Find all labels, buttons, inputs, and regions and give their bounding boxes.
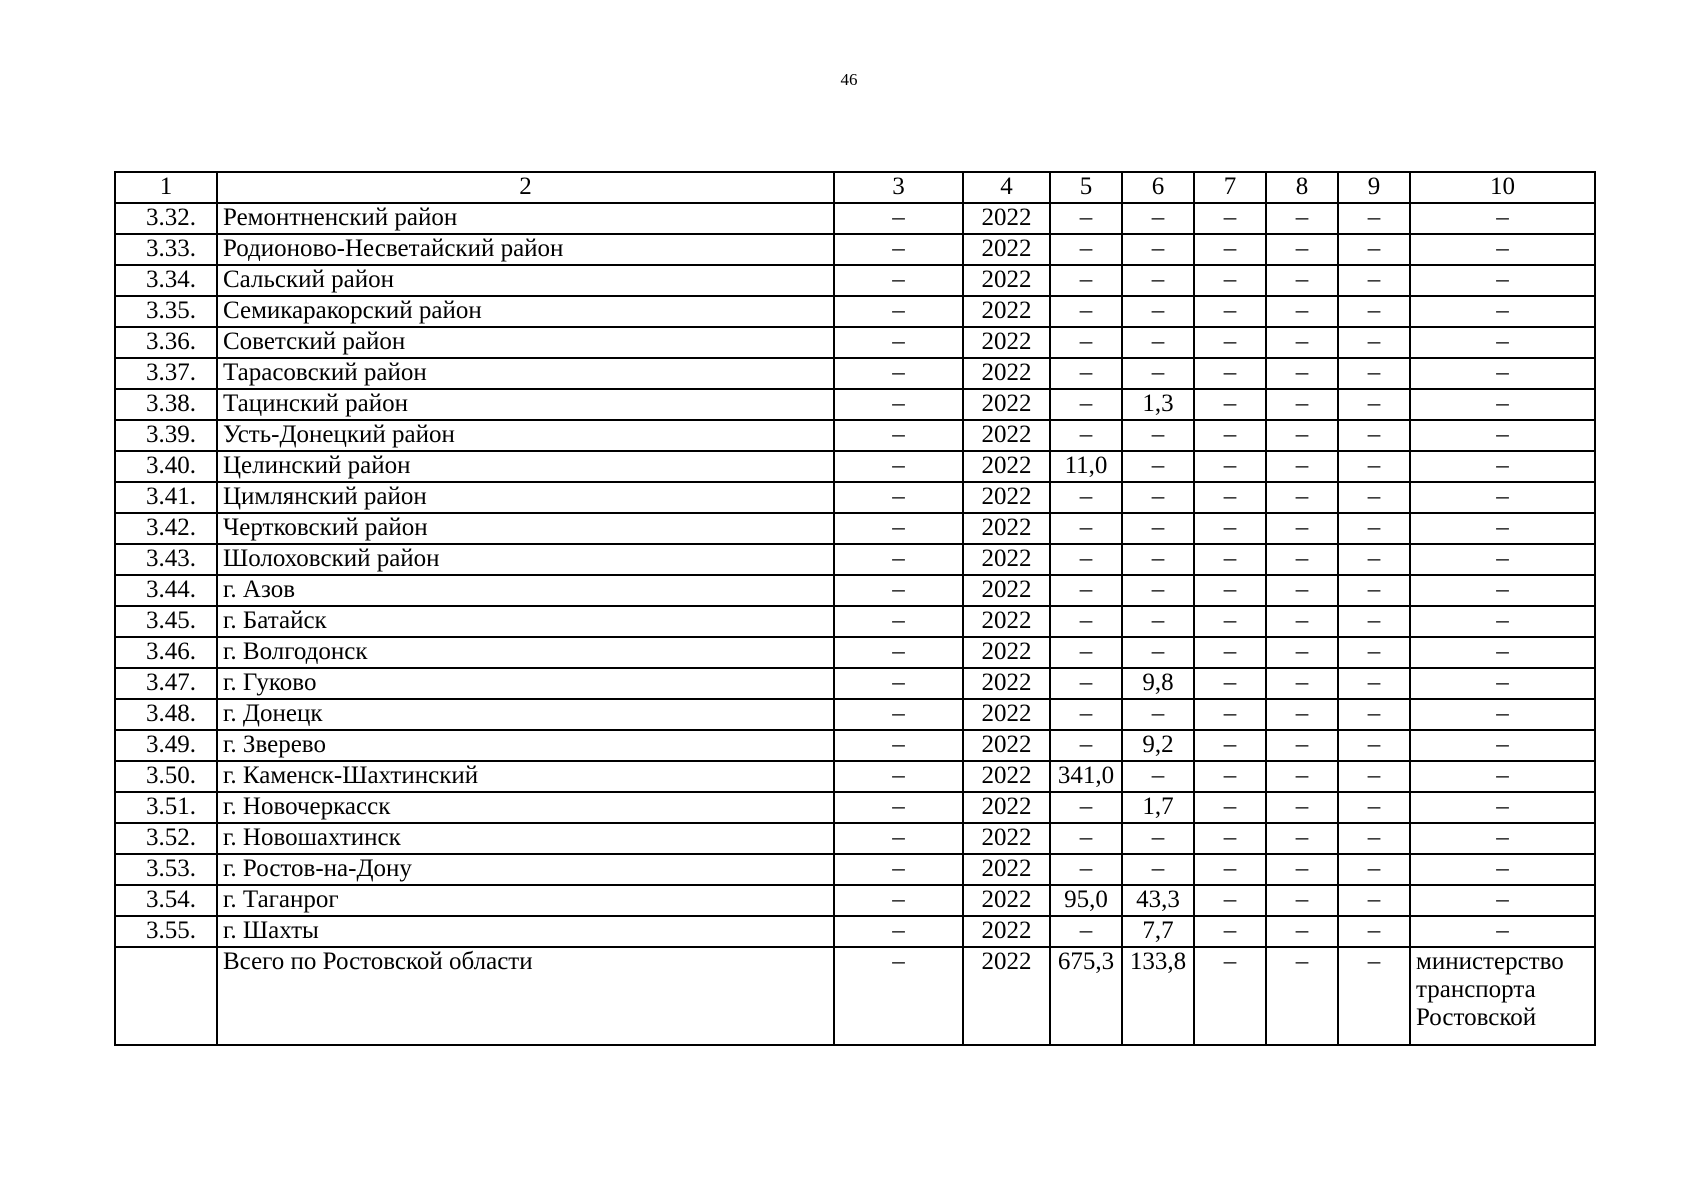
table-cell: – — [1410, 203, 1595, 234]
table-cell: г. Новошахтинск — [217, 823, 834, 854]
table-cell: – — [1194, 358, 1266, 389]
table-cell: – — [1266, 792, 1338, 823]
table-cell: 2022 — [963, 358, 1050, 389]
table-row — [115, 327, 1595, 358]
table-cell: – — [834, 265, 963, 296]
table-cell: 2022 — [963, 699, 1050, 730]
table-cell: – — [1194, 792, 1266, 823]
table-cell: – — [834, 854, 963, 885]
table-cell: – — [1050, 513, 1122, 544]
table-cell: – — [1338, 389, 1410, 420]
table-cell: – — [834, 296, 963, 327]
table-cell: – — [1050, 792, 1122, 823]
table-cell: – — [834, 699, 963, 730]
table-cell: – — [1122, 358, 1194, 389]
header-cell-6: 6 — [1122, 172, 1194, 203]
table-cell: – — [834, 792, 963, 823]
table-cell: 2022 — [963, 730, 1050, 761]
table-cell: 3.48. — [115, 699, 217, 730]
table-cell: – — [1194, 699, 1266, 730]
table-cell: – — [1410, 854, 1595, 885]
table-cell: 3.46. — [115, 637, 217, 668]
table-cell: – — [1338, 327, 1410, 358]
table-row — [115, 575, 1595, 606]
header-cell-8: 8 — [1266, 172, 1338, 203]
table-cell: – — [1266, 482, 1338, 513]
table-cell: – — [1122, 327, 1194, 358]
table-cell: – — [1194, 916, 1266, 947]
table-cell: – — [1338, 823, 1410, 854]
header-cell-5: 5 — [1050, 172, 1122, 203]
table-cell: – — [1194, 203, 1266, 234]
table-cell: – — [1338, 854, 1410, 885]
table-cell: – — [1050, 420, 1122, 451]
table-cell: Чертковский район — [217, 513, 834, 544]
table-cell: – — [1338, 575, 1410, 606]
table-cell: – — [1266, 513, 1338, 544]
table-cell: – — [1338, 203, 1410, 234]
table-cell: – — [1050, 916, 1122, 947]
table-cell: – — [1122, 575, 1194, 606]
table-cell: 2022 — [963, 668, 1050, 699]
table-cell: – — [1338, 358, 1410, 389]
table-cell: – — [1338, 513, 1410, 544]
table-cell: – — [1410, 792, 1595, 823]
table-cell: – — [1266, 699, 1338, 730]
header-cell-7: 7 — [1194, 172, 1266, 203]
table-cell: – — [834, 482, 963, 513]
table-cell: 2022 — [963, 916, 1050, 947]
table-cell: – — [1050, 606, 1122, 637]
table-row — [115, 699, 1595, 730]
total-cell: 133,8 — [1122, 947, 1194, 1045]
table-cell: – — [1338, 265, 1410, 296]
table-cell: 3.47. — [115, 668, 217, 699]
table-cell: г. Шахты — [217, 916, 834, 947]
table-cell: Советский район — [217, 327, 834, 358]
table-cell: – — [1266, 854, 1338, 885]
table-cell: 3.49. — [115, 730, 217, 761]
table-cell: – — [1122, 854, 1194, 885]
table-cell: 2022 — [963, 203, 1050, 234]
table-cell: 2022 — [963, 823, 1050, 854]
table-cell: – — [1050, 544, 1122, 575]
table-cell: Цимлянский район — [217, 482, 834, 513]
table-cell: – — [1410, 358, 1595, 389]
table-cell: 3.50. — [115, 761, 217, 792]
table-cell: – — [1194, 389, 1266, 420]
table-cell: – — [1050, 234, 1122, 265]
table-row — [115, 482, 1595, 513]
table-cell: – — [834, 513, 963, 544]
table-cell: 3.32. — [115, 203, 217, 234]
table-cell: – — [834, 420, 963, 451]
table-cell: Целинский район — [217, 451, 834, 482]
table-cell: – — [1410, 234, 1595, 265]
table-cell: – — [1410, 451, 1595, 482]
table-row — [115, 203, 1595, 234]
table-cell: – — [1194, 234, 1266, 265]
table-cell: – — [1338, 730, 1410, 761]
table-row — [115, 637, 1595, 668]
table-cell: – — [1338, 699, 1410, 730]
table-cell: Усть-Донецкий район — [217, 420, 834, 451]
page-number: 46 — [840, 70, 858, 89]
table-cell: 3.43. — [115, 544, 217, 575]
table-cell: 2022 — [963, 265, 1050, 296]
table-cell: – — [1410, 668, 1595, 699]
table-cell: – — [1266, 575, 1338, 606]
table-cell: – — [1194, 513, 1266, 544]
table-row — [115, 451, 1595, 482]
table-cell: – — [1410, 761, 1595, 792]
table-cell: – — [834, 358, 963, 389]
table-cell: – — [1050, 637, 1122, 668]
table-cell: г. Новочеркасск — [217, 792, 834, 823]
table-cell: г. Таганрог — [217, 885, 834, 916]
table-cell: – — [1194, 730, 1266, 761]
table-cell: 43,3 — [1122, 885, 1194, 916]
table-cell: – — [834, 885, 963, 916]
table-cell: – — [1122, 482, 1194, 513]
total-cell: Всего по Ростовской области — [217, 947, 834, 1045]
table-cell: – — [1410, 327, 1595, 358]
table-cell: – — [1122, 699, 1194, 730]
table-cell: – — [1410, 885, 1595, 916]
table-cell: – — [1122, 544, 1194, 575]
table-cell: – — [1266, 234, 1338, 265]
table-cell: – — [834, 761, 963, 792]
table-cell: – — [1410, 420, 1595, 451]
table-cell: – — [1050, 358, 1122, 389]
table-cell: – — [1266, 296, 1338, 327]
table-cell: – — [1338, 234, 1410, 265]
table-cell: 3.45. — [115, 606, 217, 637]
table-cell: 2022 — [963, 389, 1050, 420]
table-row — [115, 668, 1595, 699]
table-row — [115, 296, 1595, 327]
table-cell: 3.55. — [115, 916, 217, 947]
header-cell-2: 2 — [217, 172, 834, 203]
table-cell: 95,0 — [1050, 885, 1122, 916]
table-cell: – — [1050, 730, 1122, 761]
table-cell: Тацинский район — [217, 389, 834, 420]
table-cell: – — [1338, 916, 1410, 947]
table-cell: 3.33. — [115, 234, 217, 265]
table-cell: – — [1050, 854, 1122, 885]
table-cell: – — [1194, 451, 1266, 482]
table-cell: – — [1410, 389, 1595, 420]
table-cell: 2022 — [963, 513, 1050, 544]
total-cell: – — [1338, 947, 1410, 1045]
table-cell: – — [1338, 885, 1410, 916]
table-cell: 2022 — [963, 327, 1050, 358]
header-row — [115, 172, 1595, 203]
table-cell: 3.54. — [115, 885, 217, 916]
table-cell: – — [1122, 203, 1194, 234]
table-row — [115, 854, 1595, 885]
table-cell: – — [1410, 916, 1595, 947]
table-cell: – — [1122, 513, 1194, 544]
table-cell: г. Зверево — [217, 730, 834, 761]
table-cell: – — [1050, 668, 1122, 699]
table-cell: – — [1410, 544, 1595, 575]
table-cell: – — [1338, 451, 1410, 482]
table-cell: 3.34. — [115, 265, 217, 296]
table-cell: г. Ростов-на-Дону — [217, 854, 834, 885]
table-cell: 2022 — [963, 606, 1050, 637]
table-row — [115, 234, 1595, 265]
table-cell: 3.36. — [115, 327, 217, 358]
table-cell: – — [1266, 203, 1338, 234]
table-cell: – — [1122, 637, 1194, 668]
table-cell: – — [1410, 482, 1595, 513]
table-cell: – — [1050, 699, 1122, 730]
table-cell: – — [834, 575, 963, 606]
table-cell: 1,3 — [1122, 389, 1194, 420]
table-cell: Шолоховский район — [217, 544, 834, 575]
table-cell: – — [1410, 296, 1595, 327]
total-cell: – — [1194, 947, 1266, 1045]
table-cell: 3.42. — [115, 513, 217, 544]
table-cell: 2022 — [963, 792, 1050, 823]
table-cell: – — [1122, 420, 1194, 451]
table-cell: Тарасовский район — [217, 358, 834, 389]
table-row — [115, 265, 1595, 296]
table-cell: 2022 — [963, 854, 1050, 885]
table-cell: – — [1122, 234, 1194, 265]
table-cell: – — [834, 668, 963, 699]
table-cell: – — [1338, 606, 1410, 637]
table-cell: – — [834, 823, 963, 854]
total-cell: – — [1266, 947, 1338, 1045]
header-cell-3: 3 — [834, 172, 963, 203]
table-cell: г. Батайск — [217, 606, 834, 637]
table-cell: – — [1122, 296, 1194, 327]
table-cell: – — [1194, 327, 1266, 358]
table-cell: – — [1266, 389, 1338, 420]
table-cell: – — [1194, 885, 1266, 916]
header-cell-1: 1 — [115, 172, 217, 203]
table-cell: 3.41. — [115, 482, 217, 513]
table-cell: – — [1050, 482, 1122, 513]
table-cell: – — [1122, 823, 1194, 854]
table-cell: 2022 — [963, 482, 1050, 513]
table-cell: г. Каменск-Шахтинский — [217, 761, 834, 792]
table-cell: – — [1338, 668, 1410, 699]
table-row — [115, 358, 1595, 389]
table-cell: Ремонтненский район — [217, 203, 834, 234]
table-row — [115, 761, 1595, 792]
table-cell: – — [1050, 296, 1122, 327]
header-cell-10: 10 — [1410, 172, 1595, 203]
table-cell: – — [1266, 544, 1338, 575]
table-cell: – — [1410, 730, 1595, 761]
table-cell: – — [1194, 823, 1266, 854]
total-cell: 2022 — [963, 947, 1050, 1045]
table-cell: 2022 — [963, 575, 1050, 606]
table-cell: – — [1266, 668, 1338, 699]
table-cell: 11,0 — [1050, 451, 1122, 482]
total-cell: – — [834, 947, 963, 1045]
table-cell: – — [1194, 575, 1266, 606]
table-cell: – — [1410, 823, 1595, 854]
table-cell: – — [834, 544, 963, 575]
table-cell: г. Донецк — [217, 699, 834, 730]
table-cell: – — [1122, 265, 1194, 296]
table-row — [115, 792, 1595, 823]
table-cell: 2022 — [963, 451, 1050, 482]
table-cell: – — [1410, 699, 1595, 730]
table-cell: – — [1266, 761, 1338, 792]
table-cell: 3.37. — [115, 358, 217, 389]
table-body — [115, 203, 1595, 1045]
table-cell: – — [1266, 327, 1338, 358]
table-cell: – — [1410, 513, 1595, 544]
table-cell: 2022 — [963, 296, 1050, 327]
table-cell: – — [1266, 451, 1338, 482]
table-cell: – — [1266, 637, 1338, 668]
table-cell: – — [1194, 482, 1266, 513]
table-cell: г. Гуково — [217, 668, 834, 699]
table-cell: – — [1410, 575, 1595, 606]
table-cell: – — [1266, 885, 1338, 916]
table-cell: – — [1338, 637, 1410, 668]
table-cell: 3.44. — [115, 575, 217, 606]
table-cell: 7,7 — [1122, 916, 1194, 947]
table-cell: 2022 — [963, 637, 1050, 668]
table-cell: – — [834, 234, 963, 265]
table-cell: – — [1194, 637, 1266, 668]
table-cell: – — [1266, 606, 1338, 637]
table-cell: Сальский район — [217, 265, 834, 296]
total-cell: министерство транспорта Ростовской — [1410, 947, 1595, 1045]
table-cell: 2022 — [963, 420, 1050, 451]
table-cell: – — [1194, 606, 1266, 637]
table-cell: – — [1338, 296, 1410, 327]
table-cell: 3.39. — [115, 420, 217, 451]
table-cell: – — [1194, 265, 1266, 296]
table-cell: – — [1194, 420, 1266, 451]
data-table — [114, 171, 1596, 1046]
table-cell: 9,8 — [1122, 668, 1194, 699]
table-cell: – — [1050, 327, 1122, 358]
table-cell: 2022 — [963, 234, 1050, 265]
table-cell: г. Азов — [217, 575, 834, 606]
table-cell: 3.35. — [115, 296, 217, 327]
table-cell: – — [1410, 637, 1595, 668]
table-cell: – — [1050, 389, 1122, 420]
table-cell: – — [1194, 296, 1266, 327]
table-row — [115, 916, 1595, 947]
table-cell: – — [1266, 823, 1338, 854]
table-cell: 3.40. — [115, 451, 217, 482]
table-cell: – — [1050, 265, 1122, 296]
table-cell: 3.52. — [115, 823, 217, 854]
table-cell: – — [1194, 668, 1266, 699]
table-cell: г. Волгодонск — [217, 637, 834, 668]
table-cell: – — [1266, 358, 1338, 389]
table-row — [115, 606, 1595, 637]
header-cell-4: 4 — [963, 172, 1050, 203]
table-cell: 3.51. — [115, 792, 217, 823]
table-cell: – — [1050, 575, 1122, 606]
table-cell: Родионово-Несветайский район — [217, 234, 834, 265]
table-cell: – — [834, 637, 963, 668]
table-cell: 3.38. — [115, 389, 217, 420]
table-row — [115, 544, 1595, 575]
table-cell: – — [1338, 482, 1410, 513]
table-cell: – — [1338, 420, 1410, 451]
table-cell: – — [1266, 265, 1338, 296]
header-cell-9: 9 — [1338, 172, 1410, 203]
table-cell: – — [1338, 544, 1410, 575]
table-row — [115, 823, 1595, 854]
table-cell: – — [834, 451, 963, 482]
total-cell: 675,3 — [1050, 947, 1122, 1045]
table-cell: – — [1122, 606, 1194, 637]
table-cell: 341,0 — [1050, 761, 1122, 792]
total-row — [115, 947, 1595, 1045]
table-cell: – — [1410, 606, 1595, 637]
table-cell: Семикаракорский район — [217, 296, 834, 327]
table-row — [115, 513, 1595, 544]
table-cell: – — [1050, 203, 1122, 234]
table-cell: 2022 — [963, 761, 1050, 792]
table-cell: 1,7 — [1122, 792, 1194, 823]
table-cell: – — [1194, 544, 1266, 575]
table-cell: – — [834, 916, 963, 947]
table-header — [115, 172, 1595, 203]
table-cell: – — [1194, 761, 1266, 792]
table-cell: – — [834, 730, 963, 761]
table-cell: – — [834, 389, 963, 420]
table-cell: – — [1122, 761, 1194, 792]
table-row — [115, 389, 1595, 420]
table-cell: – — [834, 327, 963, 358]
table-cell: – — [1266, 420, 1338, 451]
table-cell: – — [1410, 265, 1595, 296]
table-cell: 2022 — [963, 544, 1050, 575]
table-cell: – — [834, 606, 963, 637]
table-cell: – — [1266, 916, 1338, 947]
table-cell: – — [1338, 761, 1410, 792]
table-cell: – — [1050, 823, 1122, 854]
table-cell: – — [1194, 854, 1266, 885]
table-row — [115, 420, 1595, 451]
table-cell: 9,2 — [1122, 730, 1194, 761]
table-cell: – — [834, 203, 963, 234]
table-cell: – — [1338, 792, 1410, 823]
table-cell: – — [1122, 451, 1194, 482]
table-row — [115, 730, 1595, 761]
table-cell: 2022 — [963, 885, 1050, 916]
total-cell — [115, 947, 217, 1045]
table-cell: – — [1266, 730, 1338, 761]
table-row — [115, 885, 1595, 916]
table-cell: 3.53. — [115, 854, 217, 885]
